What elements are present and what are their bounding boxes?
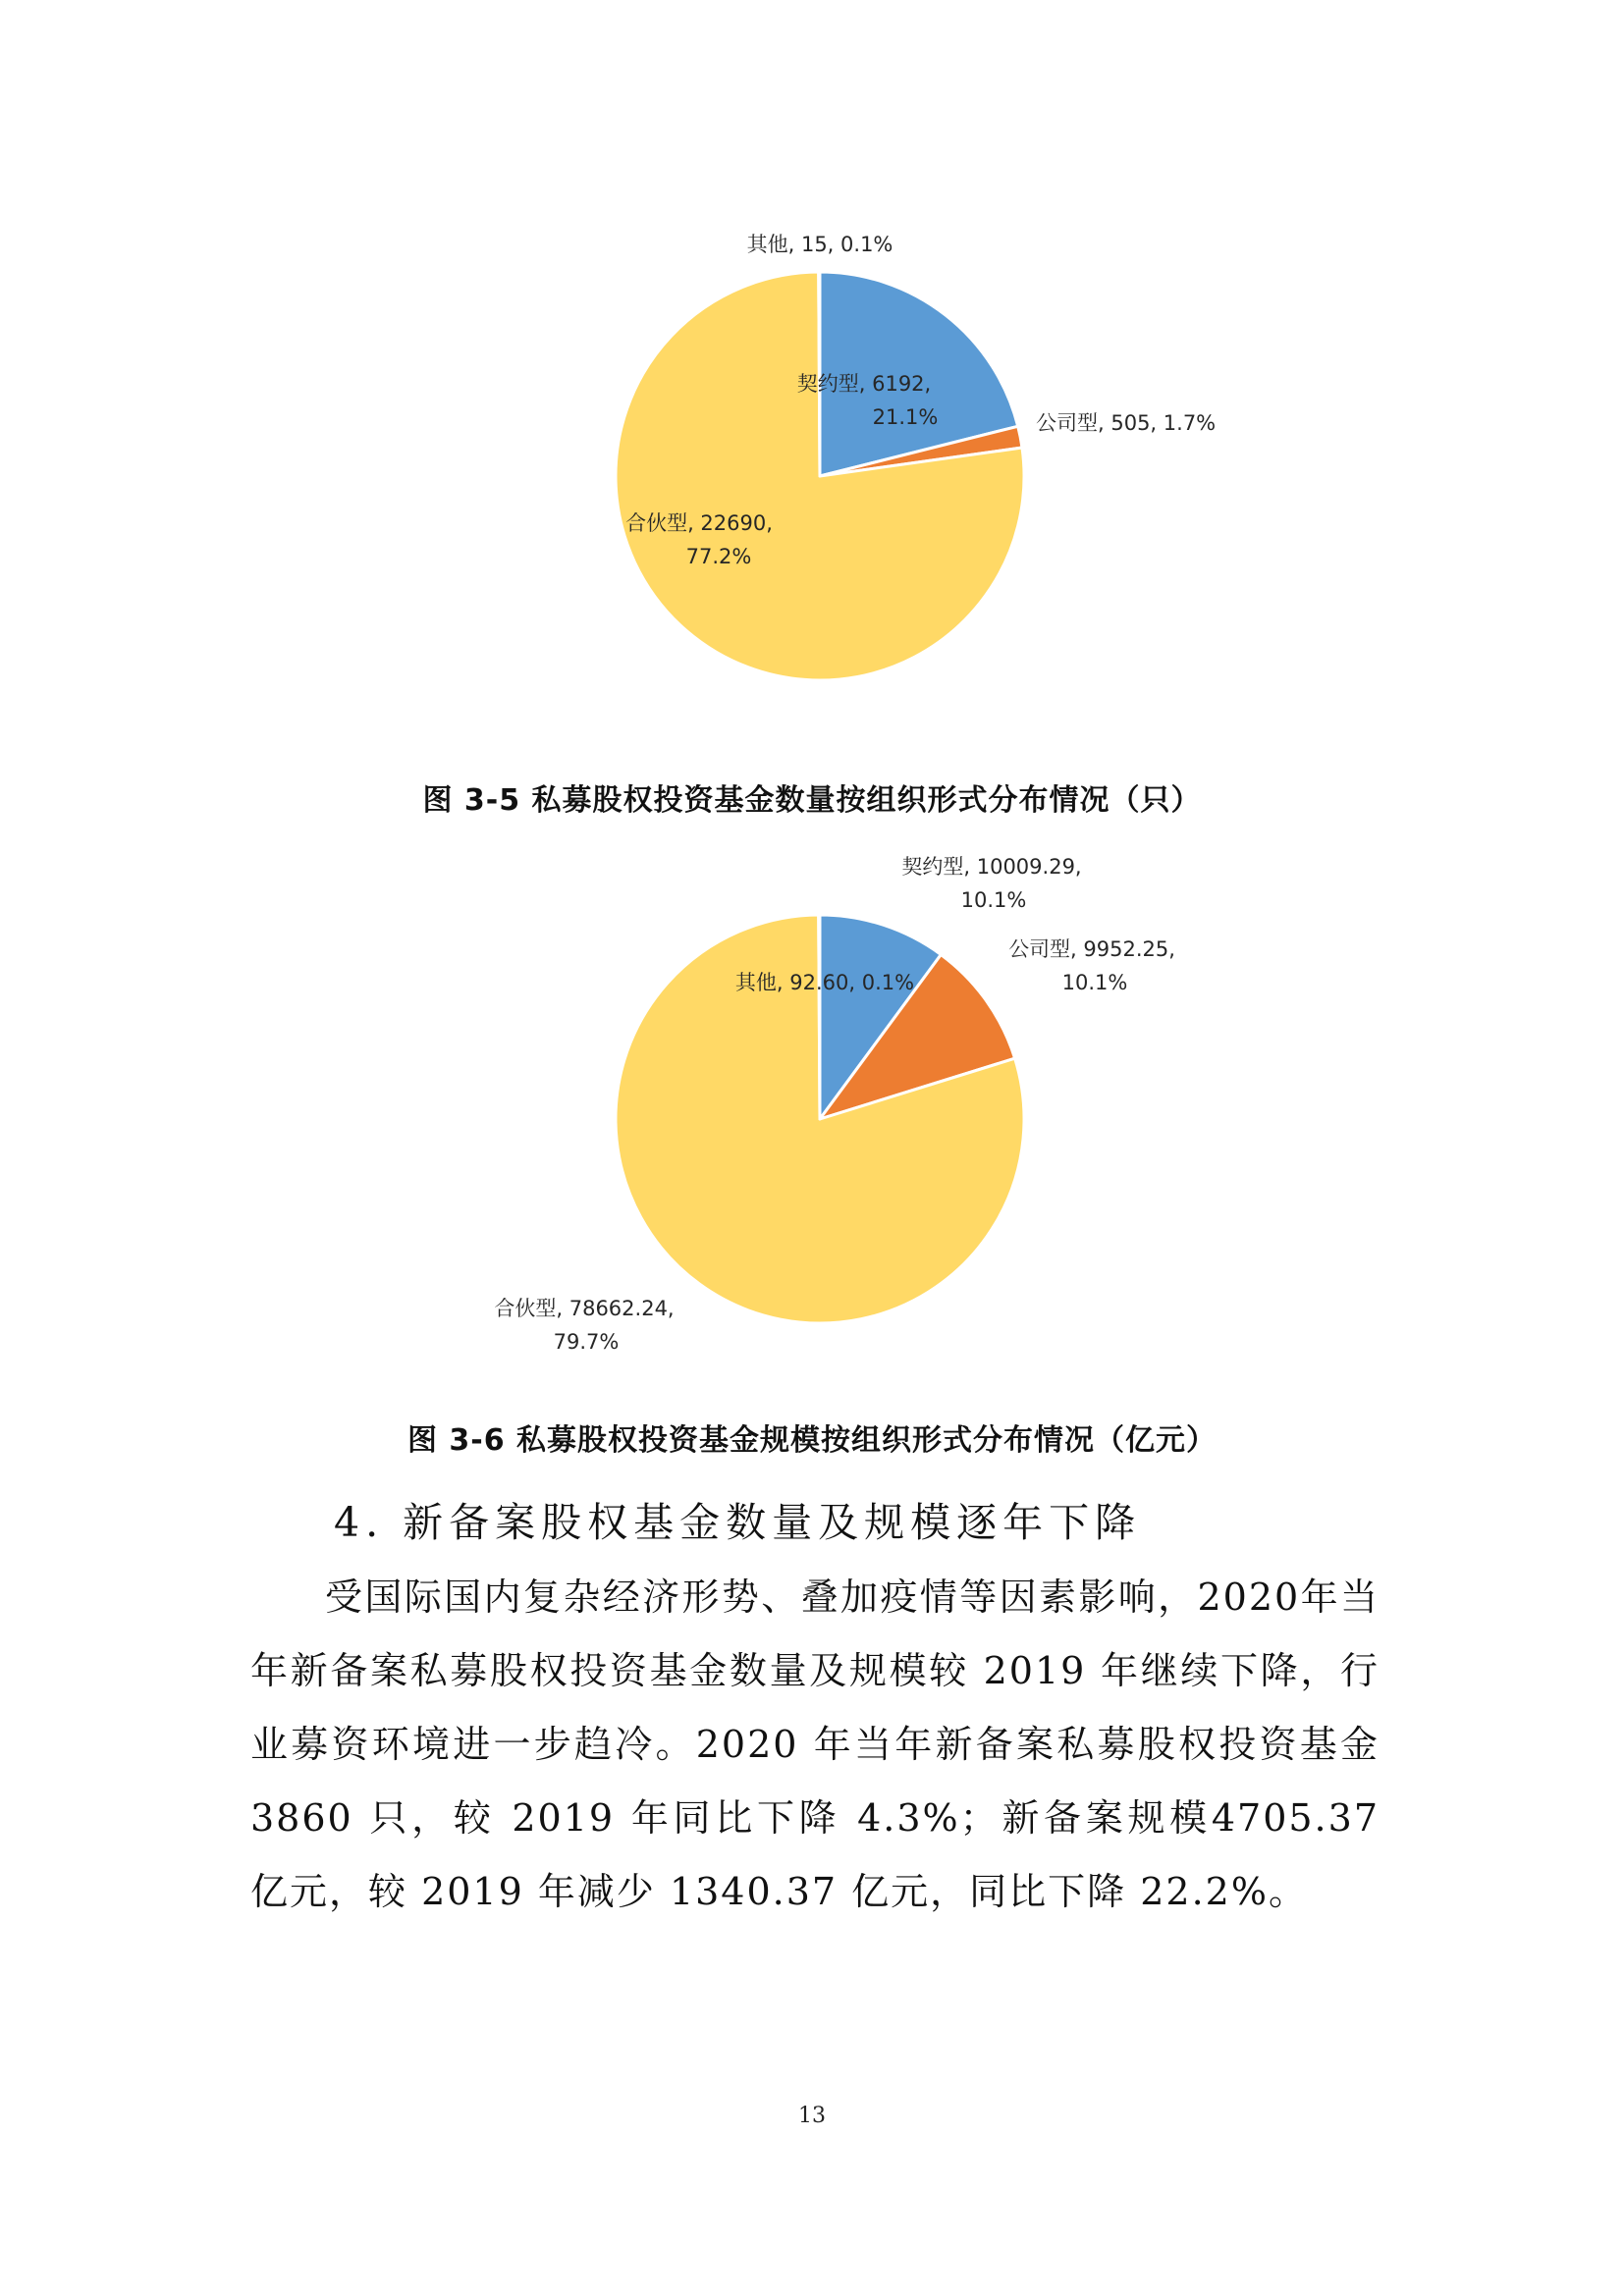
slice-label-other: 其他, 15, 0.1% [746, 233, 893, 256]
section-heading: 4. 新备案股权基金数量及规模逐年下降 [334, 1499, 1142, 1546]
figure-caption-3-5: 图 3-5 私募股权投资基金数量按组织形式分布情况（只） [422, 783, 1202, 818]
pie-chart-fund-size [0, 844, 1624, 1374]
slice-label-partnership: 合伙型, 78662.24, [494, 1297, 675, 1320]
figure-caption-3-6: 图 3-6 私募股权投资基金规模按组织形式分布情况（亿元） [406, 1423, 1218, 1458]
slice-label-contract: 契约型, 10009.29, [901, 855, 1082, 879]
slice-label-partnership: 合伙型, 22690, [625, 511, 773, 535]
section-paragraph: 受国际国内复杂经济形势、叠加疫情等因素影响，2020年当年新备案私募股权投资基金数量及规模较 2019 年继续下降，行业募资环境进一步趋冷。2020 年当年新备案私募股权投资基金 3860 只，较 2019 年同比下降 4.3%；新备案规模4705.37 亿元，较 2019 年减少 1340.37 亿元，同比下降 22.2%。 [250, 1575, 1380, 1913]
page-number: 13 [798, 2104, 826, 2128]
slice-label-contract-pct: 21.1% [872, 405, 939, 429]
pie-chart-fund-size-svg [0, 844, 1624, 1374]
slice-label-partnership-pct: 77.2% [685, 545, 752, 568]
slice-label-company: 公司型, 9952.25, [1008, 937, 1175, 961]
slice-label-contract-pct: 10.1% [960, 888, 1027, 912]
pie-chart-fund-count-svg [0, 216, 1624, 707]
slice-label-other: 其他, 92.60, 0.1% [734, 971, 915, 994]
slice-label-contract: 契约型, 6192, [796, 372, 932, 396]
pie-chart-fund-count [0, 216, 1624, 707]
pie-slice-其他 [819, 915, 820, 1119]
slice-label-company-pct: 10.1% [1061, 971, 1128, 994]
slice-label-company: 公司型, 505, 1.7% [1036, 411, 1217, 435]
slice-label-partnership-pct: 79.7% [553, 1330, 620, 1354]
